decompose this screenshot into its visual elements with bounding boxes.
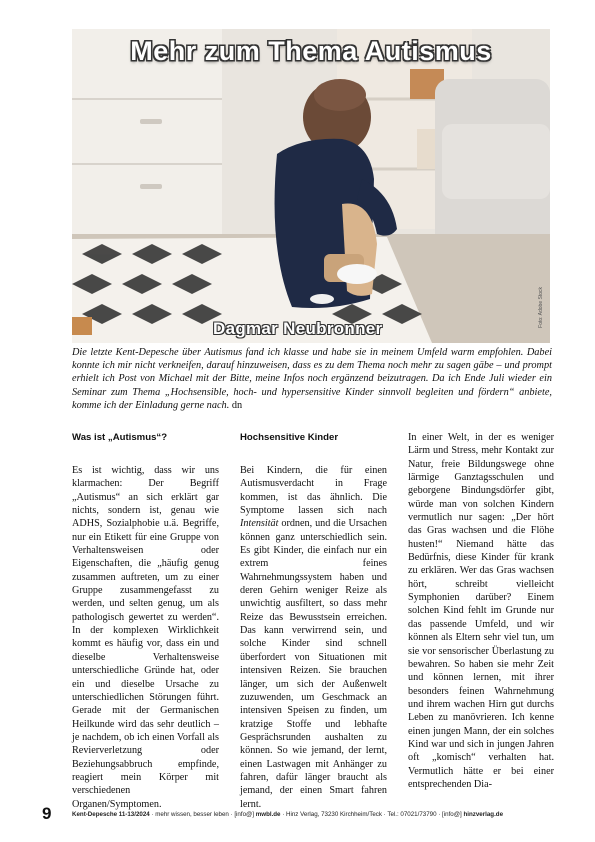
hero-photo xyxy=(72,29,550,343)
intro-text: Die letzte Kent-Depesche über Autismus fand ich klasse und habe sie in meinem Umfeld warm empfohlen. Dabei konnte ich mir nicht verkneifen, darauf hinzuweisen, dass es zu dem Thema noch mehr zu sagen gäbe – und prompt erhielt ich Post von Michael mit der Bitte, meine Infos noch ergänzend beizutragen. Da ich Ende Juli wieder ein Seminar zum Thema „Hochsensible, hoch- und hypersensitive Kinder sinnvoll begleiten und fördern“ anbiete, komme ich der Einladung gerne nach. xyxy=(72,347,552,411)
footer-issue: Kent-Depesche 11-13/2024 xyxy=(72,811,150,818)
page-number: 9 xyxy=(42,804,52,823)
column-2-text-a: Bei Kindern, die für einen Autismusverdacht in Frage kommen, ist das ähnlich. Die Symptome lassen sich nach xyxy=(240,465,387,517)
column-1-text: Es ist wichtig, dass wir uns klarmachen: Der Begriff „Autismus“ an sich erklärt gar nichts, sondern ist, genau wie ADHS, Sozialphobie u.ä. Begriffe, nur ein Etikett für eine Gruppe von Verhaltensweisen oder Eigenschaften, die „häufig genug zusammen auftreten, um zu einer Gruppe zusammengefasst zu werden, und selten genug, um als pathologisch gewertet zu werden“. In der komplexen Wirklichkeit kommt es häufig vor, dass ein und dieselbe Verhaltensweise unterschiedliche Gründe hat, oder ein und dieselbe Ursache zu unterschiedlichen Störungen führt. Gerade mit der Germanischen Heilkunde wird das sehr deutlich – je nachdem, ob ich einen Vorfall als Revierverletzung oder Beziehungsabbruch empfinde, reagiert mein Körper mit verschiedenen Organen/Symptomen. xyxy=(72,465,219,810)
column-3 xyxy=(408,431,554,791)
column-3-text: In einer Welt, in der es weniger Lärm und Stress, mehr Kontakt zur Natur, freie Bildungswege ohne lärmige Ganztagsschulen und geborgene Bindungsdörfer gibt, würde man von solchen Kindern vermutlich nur sagen: „Der hört das Gras wachsen und die Flöhe husten!“ Niemand hätte das Bedürfnis, diese Kinder für krank zu erklären. Wer das Gras wachsen hört, schreibt vielleicht Symphonien darüber? Einem solchen Kind fehlt im Grunde nur das passende Umfeld, und wir können als Eltern sehr viel tun, um sie vor sensorischer Überlastung zu bewahren. So haben sie mehr Zeit und können lernen, mit ihrer besonders feinen Wahrnehmung und ihrem wachen Hirn gut durchs Leben zu manövrieren. Ich kenne einen jungen Mann, der ein solches Kind war und sich in jungen Jahren oft „komisch“ verhalten hat. Vermutlich hätte er bei einer entsprechenden Dia- xyxy=(408,432,554,790)
section-heading-hochsensitive-kinder: Hochsensitive Kinder xyxy=(240,432,339,443)
footer xyxy=(72,811,552,818)
intro-paragraph xyxy=(72,346,552,412)
column-2-text-b: ordnen, und die Ursachen können ganz unterschiedlich sein. Es gibt Kinder, die einfach nur ein extrem feines Wahrnehmungssystem haben und deren Gehirn weniger Reize als unwichtig ausfiltert, so dass mehr Reize das Bewusstsein erreichen. Das kann verwirrend sein, und solche Kinder sind schnell überfordert von Situationen mit intensiven Reizen. Sie brauchen länger, um sich der Außenwelt zuzuwenden, um Geschmack an intensiven Speisen zu finden, um kratzige Stoffe und lebhafte Gesprächsrunden aushalten zu können. So wie jemand, der lernt, einen Lastwagen mit Anhänger zu fahren, dafür länger braucht als jemand, der einen Smart fahren lernt. xyxy=(240,518,387,810)
column-2-emphasis: Intensität xyxy=(240,518,279,530)
footer-link-hinzverlag[interactable]: hinzverlag.de xyxy=(463,811,504,818)
section-heading-autismus: Was ist „Autismus“? xyxy=(72,432,168,443)
author-initials: dn xyxy=(231,399,243,411)
page-title: Mehr zum Thema Autismus xyxy=(130,36,492,66)
column-1 xyxy=(72,431,219,811)
footer-link-mwbl[interactable]: mwbl.de xyxy=(255,811,281,818)
child-photo-illustration xyxy=(72,29,550,343)
photo-credit: Foto: Adobe Stock xyxy=(538,287,544,328)
footer-publisher: · Hinz Verlag, 73230 Kirchheim/Teck · Tel.: 07021/73790 · [info@] xyxy=(280,811,464,818)
footer-slogan: · mehr wissen, besser leben · [info@] xyxy=(149,811,256,818)
author-name: Dagmar Neubronner xyxy=(213,319,383,338)
column-2-text xyxy=(240,464,387,811)
column-2 xyxy=(240,431,387,811)
